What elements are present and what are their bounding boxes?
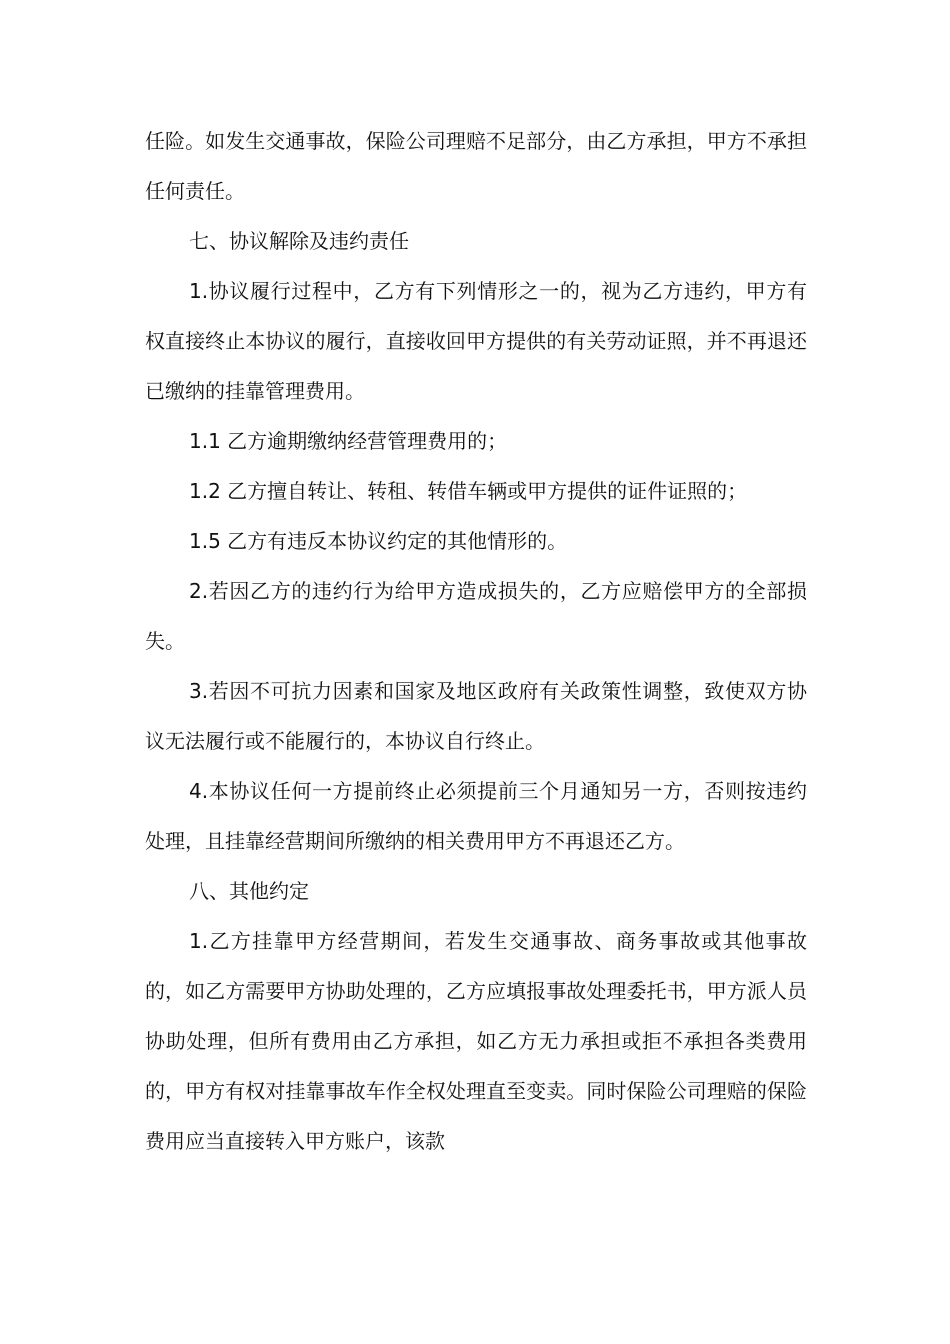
paragraph: 3.若因不可抗力因素和国家及地区政府有关政策性调整，致使双方协议无法履行或不能履行的，本协议自行终止。 (145, 679, 807, 753)
paragraph: 2.若因乙方的违约行为给甲方造成损失的，乙方应赔偿甲方的全部损失。 (145, 579, 807, 653)
paragraph: 4.本协议任何一方提前终止必须提前三个月通知另一方，否则按违约处理，且挂靠经营期间所缴纳的相关费用甲方不再退还乙方。 (145, 779, 807, 853)
section-heading: 八、其他约定 (189, 879, 309, 903)
list-item: 1.1 乙方逾期缴纳经营管理费用的； (189, 429, 508, 453)
paragraph: 1.协议履行过程中，乙方有下列情形之一的，视为乙方违约，甲方有权直接终止本协议的履行，直接收回甲方提供的有关劳动证照，并不再退还已缴纳的挂靠管理费用。 (145, 279, 807, 403)
section-heading: 七、协议解除及违约责任 (189, 229, 409, 253)
list-item: 1.2 乙方擅自转让、转租、转借车辆或甲方提供的证件证照的； (189, 479, 748, 503)
paragraph: 任险。如发生交通事故，保险公司理赔不足部分，由乙方承担，甲方不承担任何责任。 (145, 129, 807, 203)
paragraph: 1.乙方挂靠甲方经营期间，若发生交通事故、商务事故或其他事故的，如乙方需要甲方协助处理的，乙方应填报事故处理委托书，甲方派人员协助处理，但所有费用由乙方承担，如乙方无力承担或拒不承担各类费用的，甲方有权对挂靠事故车作全权处理直至变卖。同时保险公司理赔的保险费用应当直接转入甲方账户，该款 (145, 929, 807, 1153)
document-body (145, 116, 807, 1166)
list-item: 1.5 乙方有违反本协议约定的其他情形的。 (189, 529, 568, 553)
